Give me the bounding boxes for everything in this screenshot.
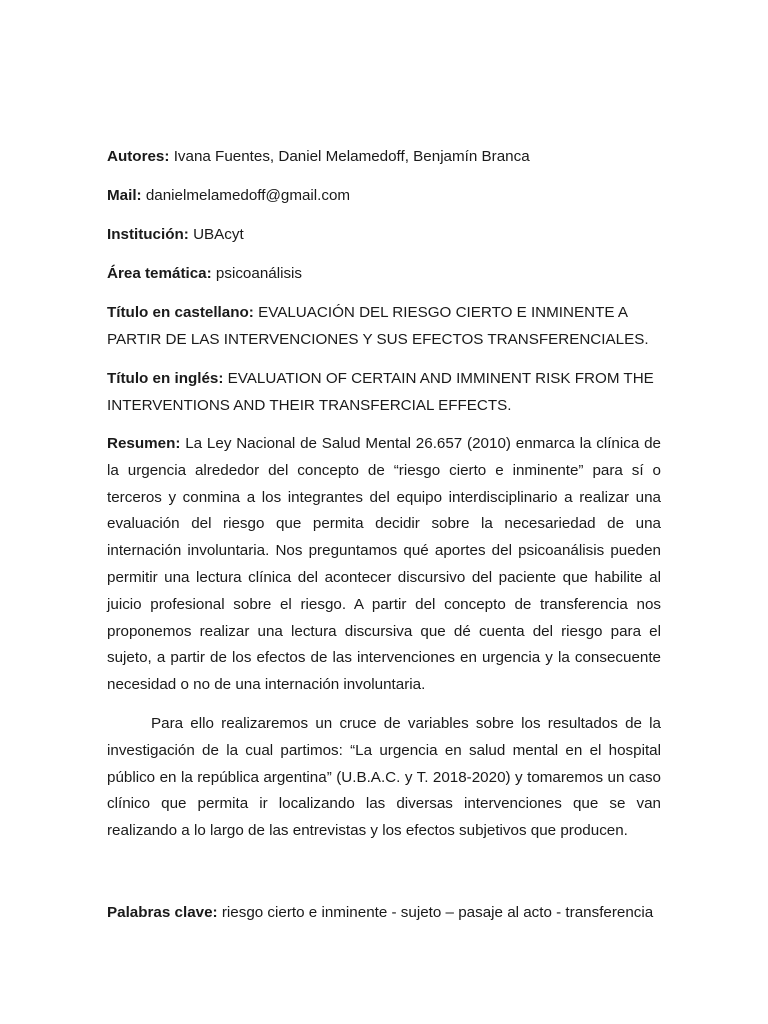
mail-value: danielmelamedoff@gmail.com: [145, 187, 351, 204]
institution-label: Institución:: [107, 226, 189, 243]
authors-value: Ivana Fuentes, Daniel Melamedoff, Benjamín Branca: [173, 148, 530, 165]
title-es-value: EVALUACIÓN DEL RIESGO CIERTO E INMINENTE A PARTIR DE LAS INTERVENCIONES Y SUS EFECTOS TRANSFERENCIALES.: [107, 304, 649, 348]
keywords-line: [107, 899, 707, 926]
abstract-text-1: La Ley Nacional de Salud Mental 26.657 (2010) enmarca la clínica de la urgencia alrededor del concepto de “riesgo cierto e inminente” para sí o terceros y conmina a los integrantes del equipo interdisciplinario a realizar una evaluación del riesgo que permita decidir sobre la necesariedad de una internación involuntaria. Nos preguntamos qué aportes del psicoanálisis pueden permitir una lectura clínica del acontecer discursivo del paciente que habilite al juicio profesional sobre el riesgo. A partir del concepto de transferencia nos proponemos realizar una lectura discursiva que dé cuenta del riesgo para el sujeto, a partir de los efectos de las intervenciones en urgencia y la consecuente necesidad o no de una internación involuntaria.: [107, 435, 661, 694]
area-label: Área temática:: [107, 265, 212, 282]
mail-label: Mail:: [107, 187, 142, 204]
institution-value: UBAcyt: [193, 226, 244, 243]
area-value: psicoanálisis: [215, 265, 303, 282]
authors-line: [107, 143, 661, 170]
title-en-label: Título en inglés:: [107, 370, 224, 387]
mail-line: [107, 182, 661, 209]
abstract-paragraph-1: [107, 431, 661, 699]
title-es-label: Título en castellano:: [107, 304, 254, 321]
area-line: [107, 260, 661, 287]
keywords-value: riesgo cierto e inminente - sujeto – pasaje al acto - transferencia: [221, 904, 654, 921]
title-en-line: [107, 365, 661, 419]
abstract-paragraph-2: Para ello realizaremos un cruce de variables sobre los resultados de la investigación de la cual partimos: “La urgencia en salud mental en el hospital público en la república argentina” (U.B.A.C. y T. 2018-2020) y tomaremos un caso clínico que permita ir localizando las diversas intervenciones que se van realizando a lo largo de las entrevistas y los efectos subjetivos que producen.: [107, 714, 661, 840]
title-es-line: [107, 299, 661, 353]
abstract-label: Resumen:: [107, 435, 181, 452]
keywords-label: Palabras clave:: [107, 904, 218, 921]
document-page: [107, 143, 661, 921]
authors-label: Autores:: [107, 148, 170, 165]
institution-line: [107, 221, 661, 248]
title-en-value: EVALUATION OF CERTAIN AND IMMINENT RISK FROM THE INTERVENTIONS AND THEIR TRANSFERCIAL EFFECTS.: [107, 370, 654, 414]
